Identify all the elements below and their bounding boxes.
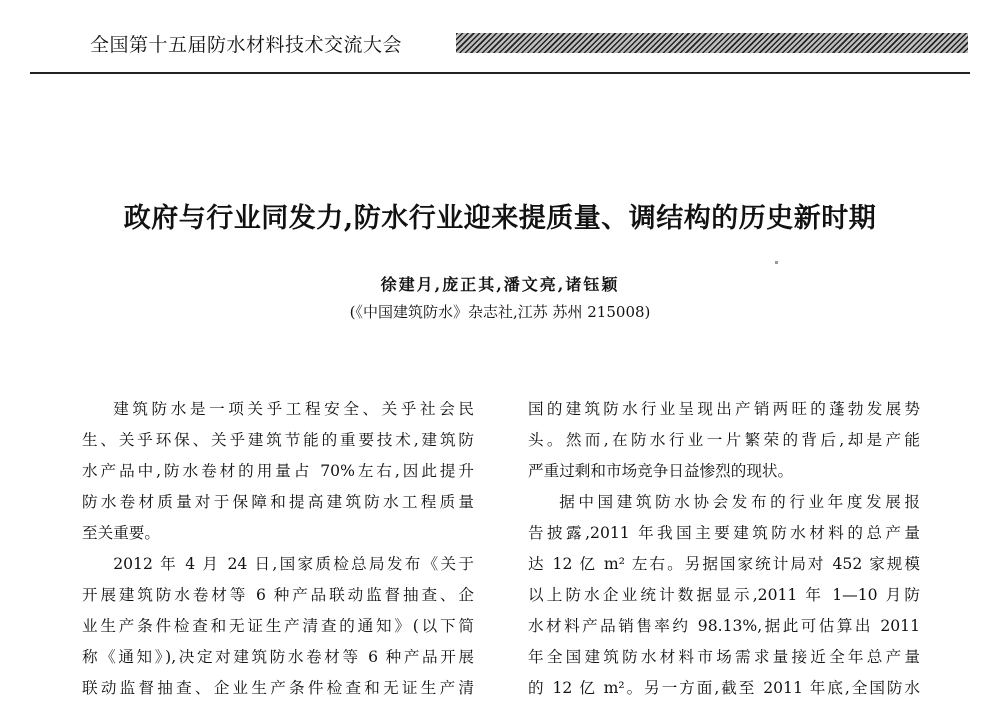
- text-line: 达 12 亿 m² 左右。另据国家统计局对 452 家规模: [528, 555, 920, 573]
- text-line: 以上防水企业统计数据显示,2011 年 1—10 月防: [528, 586, 920, 604]
- text-line: 生、关乎环保、关乎建筑节能的重要技术,建筑防: [82, 431, 474, 449]
- text-line: 联动监督抽查、企业生产条件检查和无证生产清: [82, 679, 474, 697]
- text-line: 告披露,2011 年我国主要建筑防水材料的总产量: [528, 524, 920, 542]
- text-line: 国的建筑防水行业呈现出产销两旺的蓬勃发展势: [528, 400, 920, 418]
- text-line: 头。然而,在防水行业一片繁荣的背后,却是产能: [528, 431, 920, 449]
- text-line: 水材料产品销售率约 98.13%,据此可估算出 2011: [528, 617, 920, 635]
- text-line: 的 12 亿 m²。另一方面,截至 2011 年底,全国防水: [528, 679, 920, 697]
- conference-name: 全国第十五届防水材料技术交流大会: [90, 34, 403, 56]
- text-line: 至关重要。: [82, 524, 160, 542]
- text-line: 2012 年 4 月 24 日,国家质检总局发布《关于: [113, 555, 474, 573]
- text-line: 业生产条件检查和无证生产清查的通知》(以下简: [82, 617, 474, 635]
- text-line: 年全国建筑防水材料市场需求量接近全年总产量: [528, 648, 920, 666]
- text-line: 建筑防水是一项关乎工程安全、关乎社会民: [113, 400, 474, 418]
- text-line: 严重过剩和市场竞争日益惨烈的现状。: [528, 462, 794, 480]
- header-hatch-bar: [456, 33, 968, 53]
- header-rule: [30, 72, 970, 74]
- scan-speck: [775, 261, 778, 264]
- body-right-column: [528, 394, 920, 704]
- text-line: 称《通知》),决定对建筑防水卷材等 6 种产品开展: [82, 648, 474, 666]
- body-left-column: [82, 394, 474, 704]
- text-line: 水产品中,防水卷材的用量占 70%左右,因此提升: [82, 462, 474, 480]
- text-line: 防水卷材质量对于保障和提高建筑防水工程质量: [82, 493, 474, 511]
- text-line: 开展建筑防水卷材等 6 种产品联动监督抽查、企: [82, 586, 474, 604]
- article-authors: 徐建月,庞正其,潘文亮,诸钰颖: [380, 275, 620, 294]
- text-line: 据中国建筑防水协会发布的行业年度发展报: [559, 493, 920, 511]
- article-title: 政府与行业同发力,防水行业迎来提质量、调结构的历史新时期: [123, 203, 877, 234]
- article-affiliation: (《中国建筑防水》杂志社,江苏 苏州 215008): [349, 303, 651, 321]
- page-header: [0, 0, 1000, 80]
